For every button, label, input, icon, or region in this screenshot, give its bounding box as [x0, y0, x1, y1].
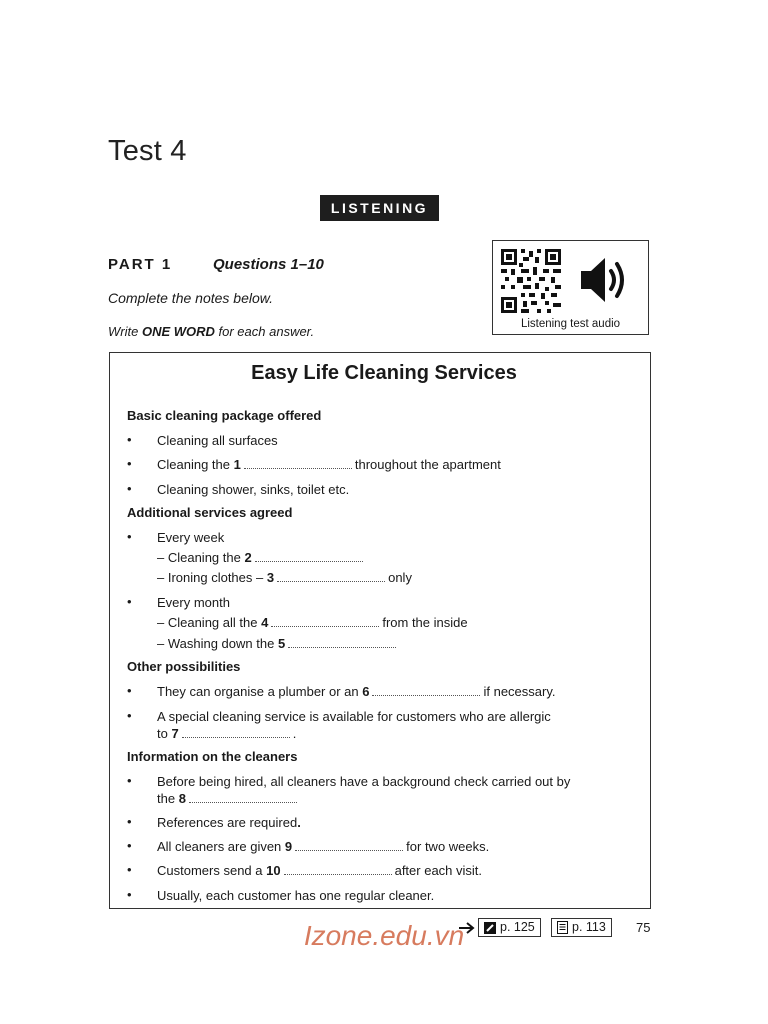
audio-box[interactable]	[492, 240, 649, 335]
answer-blank[interactable]	[284, 864, 392, 875]
speaker-icon[interactable]	[577, 253, 631, 307]
page-number: 75	[636, 920, 651, 935]
sub-item: – Cleaning the 2	[157, 550, 366, 565]
instruction-word-limit: Write ONE WORD for each answer.	[108, 324, 315, 339]
section-heading: Information on the cleaners	[127, 749, 298, 764]
part-label: PART 1	[108, 256, 173, 273]
test-title: Test 4	[108, 135, 187, 167]
answer-blank[interactable]	[189, 792, 297, 803]
qr-code-icon[interactable]	[501, 249, 561, 313]
answer-blank[interactable]	[277, 571, 385, 582]
sub-item: – Ironing clothes – 3 only	[157, 570, 412, 585]
answer-blank[interactable]	[244, 458, 352, 469]
sub-item: – Washing down the 5	[157, 636, 399, 651]
section-heading: Other possibilities	[127, 659, 241, 674]
section-heading: Additional services agreed	[127, 505, 293, 520]
answer-blank[interactable]	[182, 727, 290, 738]
transcript-icon	[557, 921, 568, 934]
reference-link-answers[interactable]: p. 125	[478, 918, 541, 937]
audio-caption: Listening test audio	[520, 318, 621, 330]
answer-key-icon	[484, 922, 496, 934]
section-badge: LISTENING	[320, 195, 439, 221]
questions-label: Questions 1–10	[213, 256, 324, 273]
watermark: Izone.edu.vn	[303, 920, 465, 951]
section-heading: Basic cleaning package offered	[127, 408, 322, 423]
instruction-complete-notes: Complete the notes below.	[108, 290, 273, 306]
answer-blank[interactable]	[372, 685, 480, 696]
answer-blank[interactable]	[255, 551, 363, 562]
arrow-right-icon	[458, 921, 476, 935]
sub-item: – Cleaning all the 4 from the inside	[157, 615, 468, 630]
answer-blank[interactable]	[288, 637, 396, 648]
answer-blank[interactable]	[295, 840, 403, 851]
reference-link-transcript[interactable]: p. 113	[551, 918, 612, 937]
answer-blank[interactable]	[271, 616, 379, 627]
notes-title: Easy Life Cleaning Services	[251, 362, 517, 384]
